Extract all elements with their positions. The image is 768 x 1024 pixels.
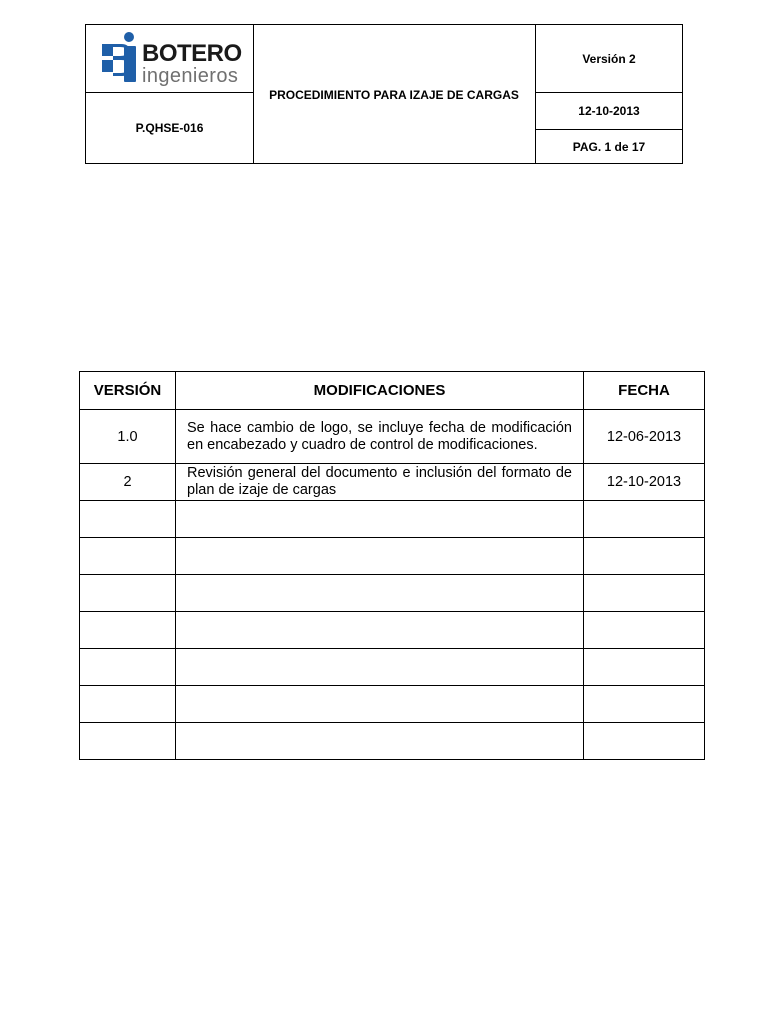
table-header-row: [80, 372, 705, 410]
description-cell: Se hace cambio de logo, se incluye fecha de modificación en encabezado y cuadro de control de modificaciones.: [176, 410, 584, 464]
description-cell: [176, 575, 584, 612]
date-cell: [584, 575, 705, 612]
date-cell: [584, 686, 705, 723]
description-cell: [176, 538, 584, 575]
logo-company-name: BOTERO: [142, 40, 242, 67]
version-cell: [80, 612, 176, 649]
date-cell: [584, 723, 705, 760]
description-cell: [176, 686, 584, 723]
description-cell: [176, 612, 584, 649]
modifications-table: [79, 371, 705, 760]
column-header-date: FECHA: [584, 372, 705, 410]
version-cell: [80, 723, 176, 760]
version-cell: [80, 501, 176, 538]
document-date: 12-10-2013: [578, 103, 640, 118]
table-row: [80, 538, 705, 575]
date-cell: 12-06-2013: [584, 410, 705, 464]
table-row: [80, 501, 705, 538]
table-row: [80, 612, 705, 649]
table-row: [80, 410, 705, 464]
description-cell: [176, 649, 584, 686]
document-title: PROCEDIMIENTO PARA IZAJE DE CARGAS: [269, 87, 519, 102]
document-code: P.QHSE-016: [135, 121, 204, 135]
column-header-version: VERSIÓN: [80, 372, 176, 410]
version-cell: [80, 538, 176, 575]
version-cell: 1.0: [80, 410, 176, 464]
table-row: [80, 464, 705, 501]
description-cell: [176, 501, 584, 538]
description-cell: Revisión general del documento e inclusión del formato de plan de izaje de cargas: [176, 464, 584, 501]
table-row: [80, 649, 705, 686]
version-cell: 2: [80, 464, 176, 501]
column-header-modifications: MODIFICACIONES: [176, 372, 584, 410]
date-cell: [584, 649, 705, 686]
date-cell: [584, 538, 705, 575]
table-row: [80, 723, 705, 760]
version-cell: [80, 575, 176, 612]
logo-mark-icon: [100, 32, 140, 84]
version-cell: [80, 686, 176, 723]
document-version: Versión 2: [582, 51, 636, 66]
logo-company-subtitle: ingenieros: [142, 65, 239, 87]
company-logo: [86, 25, 253, 92]
table-row: [80, 686, 705, 723]
date-cell: [584, 501, 705, 538]
date-cell: [584, 612, 705, 649]
document-header: [85, 24, 683, 164]
version-cell: [80, 649, 176, 686]
table-row: [80, 575, 705, 612]
date-cell: 12-10-2013: [584, 464, 705, 501]
page-number: PAG. 1 de 17: [572, 139, 646, 154]
description-cell: [176, 723, 584, 760]
